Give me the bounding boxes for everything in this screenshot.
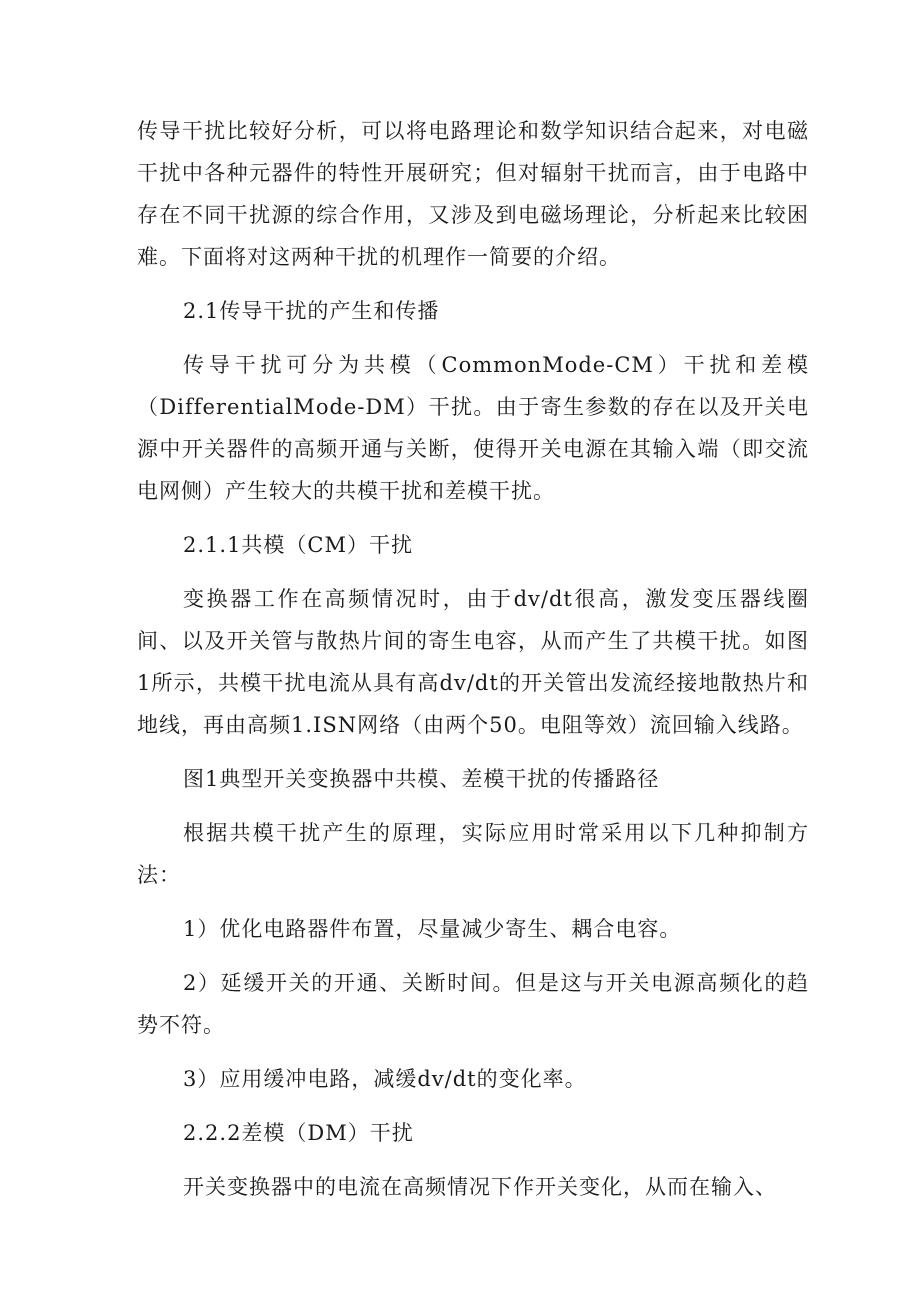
intro-paragraph: 传导干扰比较好分析，可以将电路理论和数学知识结合起来，对电磁干扰中各种元器件的特性开展研究；但对辐射干扰而言，由于电路中存在不同干扰源的综合作用，又涉及到电磁场理论，分析起来比较困难。下面将对这两种干扰的机理作一简要的介绍。 — [137, 119, 809, 269]
paragraph-dm-start: 开关变换器中的电流在高频情况下作开关变化，从而在输入、 — [183, 1175, 777, 1199]
list-item-3: 3）应用缓冲电路，减缓dv/dt的变化率。 — [183, 1067, 587, 1091]
section-heading-2-1: 2.1传导干扰的产生和传播 — [183, 299, 440, 323]
figure-caption-1: 图1典型开关变换器中共模、差模干扰的传播路径 — [183, 767, 660, 791]
section-heading-2-2-2: 2.2.2差模（DM）干扰 — [183, 1121, 414, 1145]
paragraph-cm-dm: 传导干扰可分为共模（CommonMode-CM）干扰和差模（DifferentialMode-DM）干扰。由于寄生参数的存在以及开关电源中开关器件的高频开通与关断，使得开关电源在其输入端（即交流电网侧）产生较大的共模干扰和差模干扰。 — [137, 353, 809, 503]
document-body — [137, 110, 809, 1220]
paragraph-suppression-intro: 根据共模干扰产生的原理，实际应用时常采用以下几种抑制方法： — [137, 821, 809, 887]
section-heading-2-1-1: 2.1.1共模（CM）干扰 — [183, 533, 414, 557]
list-item-2: 2）延缓开关的开通、关断时间。但是这与开关电源高频化的趋势不符。 — [137, 971, 809, 1037]
paragraph-cm-mechanism: 变换器工作在高频情况时，由于dv/dt很高，激发变压器线圈间、以及开关管与散热片间的寄生电容，从而产生了共模干扰。如图1所示，共模干扰电流从具有高dv/dt的开关管出发流经接地散热片和地线，再由高频1.ISN网络（由两个50。电阻等效）流回输入线路。 — [137, 587, 809, 737]
list-item-1: 1）优化电路器件布置，尽量减少寄生、耦合电容。 — [183, 917, 682, 941]
